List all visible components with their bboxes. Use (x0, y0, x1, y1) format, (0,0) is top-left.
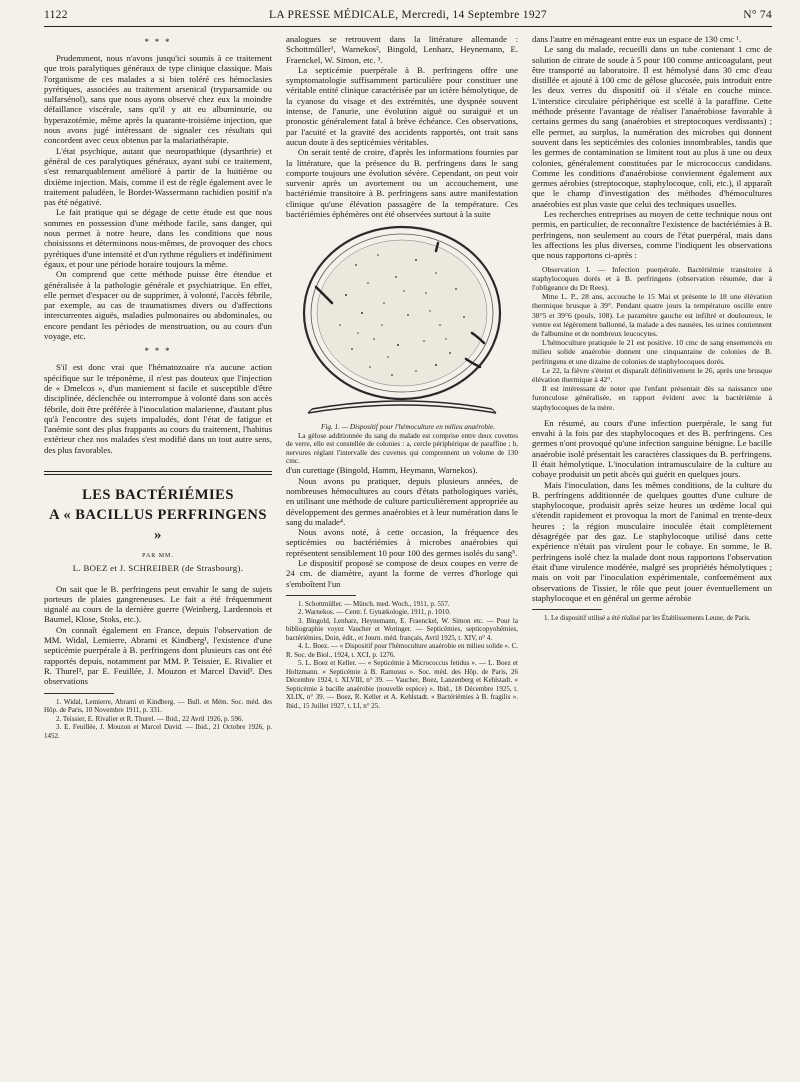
by-line-label: PAR MM. (142, 552, 174, 559)
observation-text: Il est intéressant de noter que l'enfant présentait dès sa naissance une furonculose généralisée, en rapport évident avec la bactériémie à staphylocoques de la mère. (532, 384, 772, 412)
paragraph: On serait tenté de croire, d'après les informations fournies par la littérature, que la présence du B. perfringens dans le sang comporte toujours une évolution sévère. Cependant, on peut voir survenir après un avortement ou un accouchement, une bactériémie transitoire à B. perfringens sans autre manifestation clinique qu'une élévation passagère de la température. Ces bactériémies éphémères ont été observées surtout à la suite (286, 147, 518, 220)
petri-dish-illustration (286, 225, 518, 421)
article-authors: L. BOEZ et J. SCHREIBER (de Strasbourg). (72, 563, 244, 574)
paragraph: L'état psychique, autant que neuropathique (dysarthrie) et général de ces paralytiques généraux, ayant subi ce traitement, s'est remarquablement amélioré à partir de la huitième ou dixième injection. Mais, comme il est de règle également avec le traitement paludéen, le Bordet-Wassermann rachidien positif n'a pas été négativé. (44, 145, 272, 208)
article-title-line-1: LES BACTÉRIÉMIES (82, 486, 234, 503)
observation-text: L'hémoculture pratiquée le 21 est positive. 10 cmc de sang ensemencés en milieu solide anaérobie donnent une cinquantaine de colonies de B. perfringens et une dizaine de colonies de staphylocoques dorés. (532, 338, 772, 366)
article-top-rule-thin (44, 474, 272, 475)
paragraph: Mais l'inoculation, dans les mêmes conditions, de la culture du B. perfringens additionnée de quelques gouttes d'une culture de staphylocoque, produisit après seize heures un œdème local qui s'étendit rapidement et provoqua la mort de l'animal en trente-deux heures ; la région musculaire inoculée était complètement désagrégée par des gaz. Le staphylocoque utilisé dans cette expérience n'était pas virulent pour le cobaye. En somme, le B. perfringens isolé chez la malade dont nous rapportons l'observation était d'une virulence modérée, malgré ses propriétés hémolytiques ; mais on voit par l'inoculation expérimentale, conformément aux observations de Tissier, le rôle que peut jouer éventuellement un staphylocoque et en général un germe aérobie (532, 479, 772, 603)
observation-block (532, 265, 772, 412)
paragraph: La septicémie puerpérale à B. perfringens offre une symptomatologie suffisamment particulière pour constituer une véritable entité clinique caractérisée par un ictère hémolytique, de la cyanose du visage et des extrémités, une dyspnée souvent intense, de l'anurie, une évolution aiguë ou suraiguë et un pronostic généralement fatal à brève échéance. Ces observations, par l'acuité et la gravité des accidents rapportés, ont trait sans aucun doute à des septicémies véritables. (286, 64, 518, 147)
column-right (532, 34, 772, 1072)
footnote: 1. Widal, Lemierre, Abrami et Kindberg. — Bull. et Mém. Soc. méd. des Hôp. de Paris, 10 Novembre 1911, p. 331. (44, 697, 272, 715)
observation-heading: Observation I. — Infection puerpérale. Bactériémie transitoire à staphylocoques dorés et à B. perfringens (observation résumée, due à l'obligeance du Dr Rees). (532, 264, 772, 292)
footnote: 2. Warnekos. — Centr. f. Gynækologie, 1911, p. 1010. (298, 608, 451, 617)
figure-petri-dish (286, 225, 518, 421)
paragraph: On comprend que cette méthode puisse être étendue et généralisée à la pathologie générale et psychiatrique. En effet, elle permet d'espacer ou de supprimer, à volonté, l'accès fébrile, par exemple, au cas de traumatismes divers ou d'affections intercurrentes aiguës, maladies pulmonaires ou abdominales, ou encore pendant les périodes de menstruation, ou au cours d'un voyage, etc. (44, 269, 272, 342)
issue-number: N° 74 (743, 9, 772, 21)
paragraph: Le sang du malade, recueilli dans un tube contenant 1 cmc de solution de citrate de soude à 5 pour 100 comme anticoagulant, peut être transporté au laboratoire. Il est hémolysé dans 30 cmc d'eau distillée et ajouté à 100 cmc de gélose glucosée, puis introduit entre les deux verres du dispositif où il s'étale en couche mince. L'interstice circulaire périphérique est scellé à la paraffine. Cette méthode présente l'avantage de réaliser l'anaérobiose favorable à certains germes du sang (anaérobies et streptocoques verdissants) ; elle permet, au surplus, la numération des microbes qui donnent souvent dans les septicémies des colonies innombrables, tandis que les germes de contamination se limitent tout au plus à une ou deux colonies, généralement constituées par le micrococcus candidans. Comme les conditions d'anaérobiose conviennent également aux germes aérobies (streptocoque, staphylocoque, coli, etc.), il apparaît que le champ d'investigation des méthodes d'hémocultures anaérobies est plus vaste que celui des techniques usuelles. (532, 44, 772, 209)
page-number: 1122 (44, 9, 68, 21)
paragraph: dans l'autre en ménageant entre eux un espace de 130 cmc ¹. (532, 34, 742, 44)
paragraph: Les recherches entreprises au moyen de cette technique nous ont permis, en particulier, de reconnaître l'existence de bactériémies à B. perfringens, non seulement au cours de l'état puerpéral, mais dans les affections les plus diverses, comme l'indiquent les observations que nous rapportons ci-après : (532, 209, 772, 261)
paragraph: On sait que le B. perfringens peut envahir le sang de sujets porteurs de plaies gangreneuses. Le fait a été fréquemment signalé au cours de la dernière guerre (Weinberg, Lardennois et Baumel, Klose, Stoks, etc.). (44, 583, 272, 625)
footnote: 3. E. Feuillée, J. Mouzon et Marcel David. — Ibid., 21 Octobre 1926, p. 1452. (44, 723, 272, 740)
footnote-rule (532, 609, 602, 610)
figure-caption: Fig. 1. — Dispositif pour l'hémoculture en milieu anaérobie. (320, 423, 496, 432)
section-separator: * * * (144, 37, 172, 47)
paragraph: En résumé, au cours d'une infection puerpérale, le sang fut envahi à la fois par des staphylocoques et des B. perfringens. Ces germes n'ont provoqué qu'une infection sanguine bénigne. Le bacille anaérobie isolé présentait les caractères classiques du B. perfringens. Il était hémolytique. L'inoculation intramusculaire de la culture au cobaye produisit un petit abcès qui guérit en quelques jours. (532, 417, 772, 480)
footnote: 5. L. Boez et Keller. — « Septicémie à Micrococcus fetidus ». — L. Boez et Holtzmann. « Septicémie à B. Ramosus ». Soc. méd. des Hôp. de Paris, 26 Décembre 1924, t. XLVIII, n° 39. — Vaucher, Boez, Lanzenberg et Kehlstadt. « Septicémie à bacille anaérobie (nouvelle espèce) ». Ibid., 18 Décembre 1925, t. XLIX, n° 39. — Boez, R. Keller et A. Kehlstadt. « Bactériémies à B. fragilis ». Ibid., 15 Juillet 1927, t. LI, n° 25. (286, 659, 518, 710)
paragraph: Le dispositif proposé se compose de deux coupes en verre de 24 cm. de diamètre, ayant la forme de verres d'horloge qui s'emboîtent l'un (286, 558, 518, 589)
footnote: 4. L. Boez. — « Dispositif pour l'hémoculture anaérobie en milieu solide ». C. R. Soc. de Biol., 1924, t. XCI, p. 1276. (286, 642, 518, 659)
footnote-rule (286, 595, 356, 596)
paragraph: Le fait pratique qui se dégage de cette étude est que nous sommes en possession d'une méthode facile, sans danger, qui nous permet à notre heure, dans les conditions que nous choisissons et déterminons nous-mêmes, de provoquer des chocs pyrétiques d'une intensité et d'un rythme réguliers et indéfiniment égaux, et pour une période horaire toujours la même. (44, 207, 272, 269)
journal-title: LA PRESSE MÉDICALE, Mercredi, 14 Septembre 1927 (269, 9, 547, 21)
observation-text: Le 22, la fièvre s'éteint et disparaît définitivement le 26, après une brusque élévation thermique à 42°. (532, 365, 772, 384)
section-separator: * * * (144, 346, 172, 357)
paragraph: Nous avons noté, à cette occasion, la fréquence des septicémies ou bactériémies à microbes anaérobies qui représentent sensiblement 10 pour 100 des germes isolés du sang⁵. (286, 527, 518, 558)
paragraph: On connaît également en France, depuis l'observation de MM. Widal, Lemierre, Abrami et Kindberg¹, l'existence d'une septicémie puerpérale à B. perfringens dont plusieurs cas ont été rapportés depuis, notamment par MM. P. Teissier, E. Rivalier et R. Thurel², par E. Feuillée, J. Mouzon et Marcel David³. Des observations (44, 624, 272, 687)
column-left (44, 34, 272, 1072)
footnote-rule (44, 693, 114, 694)
footnote: 1. Schottmüller. — Münch. med. Woch., 1911, p. 557. (298, 599, 450, 608)
running-header (44, 6, 772, 28)
footnote: 2. Teissier, E. Rivalier et R. Thurel. — Ibid., 22 Avril 1926, p. 596. (56, 714, 244, 723)
article-top-rule (44, 471, 272, 472)
column-middle (286, 34, 518, 1072)
paragraph: Prudemment, nous n'avons jusqu'ici soumis à ce traitement que trois paralytiques généraux de type clinique classique. Mais l'organisme de ces malades a si bien toléré ces hémoclasies pyrétiques, associées au traitement arsenical (tryparsamide ou sulfarsénol), sans que nous ayons observé chez eux la moindre défaillance viscérale, sans qu'il y ait eu albuminurie, ou hyperazotémie, même après la quarante-troisième injection, que nous avons jugé intéressant de signaler ces résultats qui concordent avec ceux obtenus par la malariathérapie. (44, 53, 272, 146)
observation-text: Mme L. P., 28 ans, accouche le 15 Mai et présente le 18 une élévation thermique brusque à 39°. Pendant quatre jours la température oscille entre 38°5 et 39°6 (pouls, 108). Le paramètre gauche est infiltré et douloureux, le ventre est légèrement ballonné, la malade a des nausées, les urines contiennent de l'albumine et de nombreux leucocytes. (532, 292, 772, 338)
paragraph: analogues se retrouvent dans la littérature allemande : Schottmüller¹, Warnekos², Bingold, Lenharz, Heynemann, E. Fraenckel, W. Simon, etc. ³. (286, 34, 518, 65)
paragraph: S'il est donc vrai que l'hématozoaire n'a aucune action spécifique sur le tréponème, il n'est pas douteux que l'injection de « Dmelcos », d'un maniement si facile et susceptible d'être disciplinée, déclenchée ou interrompue à volonté dans son accès fébrile, doit être préférée à l'inoculation malarienne, d'autant plus qu'à l'encontre des sujets impaludés, dont l'état de fatigue et l'anémie sont des plus frappants au cours du traitement, l'habitus extérieur chez nos malades s'est modifié dans un tout autre sens, des plus favorables. (44, 362, 272, 455)
paragraph: d'un curettage (Bingold, Hamm, Heymann, Warnekos). (286, 465, 478, 476)
paragraph: Nous avons pu pratiquer, depuis plusieurs années, de nombreuses hémocultures au cours d'états pathologiques variés, en utilisant une méthode de culture particulièrement appropriée au développement des germes anaérobies et à leur numération dans le sang du malade⁴. (286, 475, 518, 527)
header-rule (44, 26, 772, 27)
figure-legend: La gélose additionnée du sang du malade est comprise entre deux cuvettes de verre, elle est constellée de colonies : a, cercle périphérique de paraffine ; b, nervures réglant l'intervalle des cuvettes qui comprennent un volume de 130 cmc. (286, 431, 518, 465)
footnote: 3. Bingold, Lenharz, Heynemann, E. Fraenckel, W. Simon etc. — Pour la bibliographie voyez Vaucher et Woringer. — Septicémies, septicopyohémies, bactériémies, Doin, édit., et Journ. méd. français, Avril 1925, t. XIV, n° 4. (286, 616, 518, 642)
footnote: 1. Le dispositif utilisé a été réalisé par les Établissements Leune, de Paris. (544, 614, 751, 623)
article-title-line-2: A « BACILLUS PERFRINGENS » (49, 506, 267, 543)
